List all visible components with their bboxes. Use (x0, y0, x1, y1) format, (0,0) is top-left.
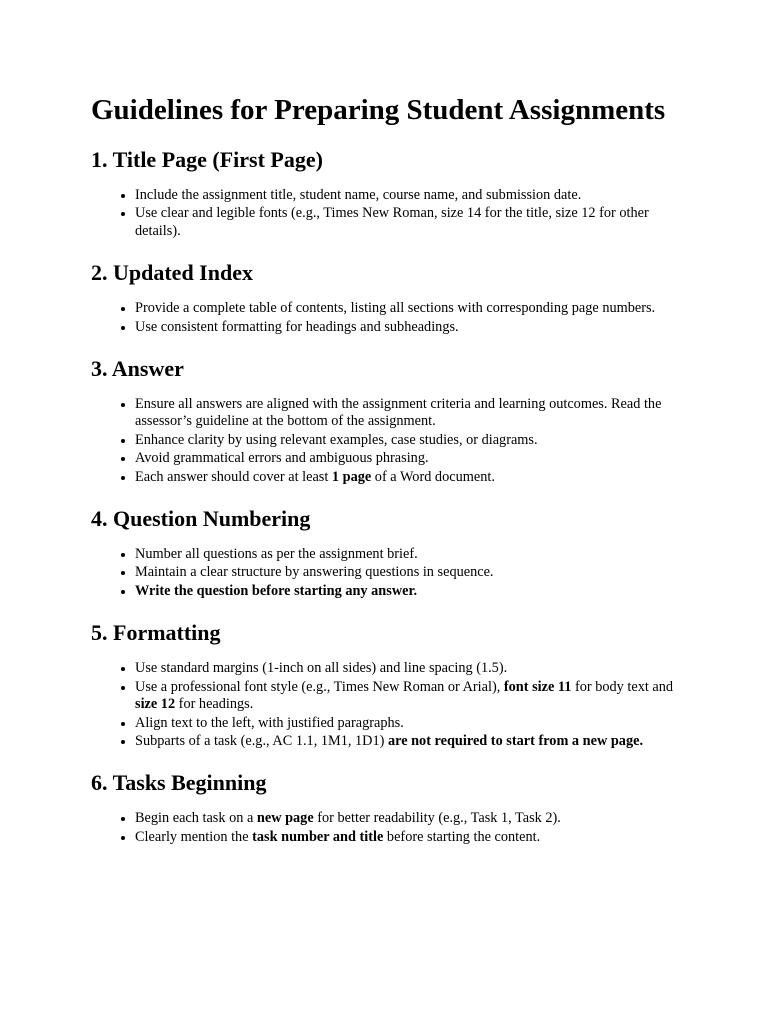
section-title-page (91, 147, 688, 240)
section-heading: 2. Updated Index (91, 260, 253, 286)
section-heading: 5. Formatting (91, 620, 221, 646)
section-answer (91, 356, 688, 486)
item-text: Maintain a clear structure by answering questions in sequence. (135, 564, 494, 581)
item-text: before starting the content. (383, 828, 541, 845)
bold-text: new page (256, 810, 314, 827)
bold-text: Write the question before starting any answer. (135, 582, 418, 599)
section-updated-index (91, 260, 688, 336)
bullet-list (91, 660, 688, 750)
item-text: Avoid grammatical errors and ambiguous phrasing. (135, 450, 429, 467)
list-item (135, 469, 688, 486)
item-text: Use a professional font style (e.g., Times New Roman or Arial), (135, 678, 504, 695)
list-item (135, 733, 688, 750)
item-text: Use clear and legible fonts (e.g., Times New Roman, size 14 for the title, size 12 for other details). (135, 205, 649, 239)
list-item (135, 660, 688, 677)
section-heading: 4. Question Numbering (91, 506, 311, 532)
list-item (135, 319, 688, 336)
bullet-list (91, 810, 688, 846)
bold-text: task number and title (252, 828, 384, 845)
list-item (135, 396, 688, 431)
list-item (135, 187, 688, 204)
list-item (135, 679, 688, 714)
item-text: for better readability (e.g., Task 1, Task 2). (313, 810, 561, 827)
bold-text: are not required to start from a new page. (387, 732, 644, 749)
item-text: for body text and (571, 678, 674, 695)
item-text: Use standard margins (1-inch on all sides) and line spacing (1.5). (135, 660, 508, 677)
bullet-list (91, 187, 688, 240)
section-question-numbering (91, 506, 688, 600)
item-text: Use consistent formatting for headings and subheadings. (135, 318, 459, 335)
document-title: Guidelines for Preparing Student Assignments (91, 94, 666, 126)
list-item (135, 715, 688, 732)
item-text: Align text to the left, with justified paragraphs. (135, 714, 404, 731)
bullet-list (91, 300, 688, 336)
bullet-list (91, 546, 688, 600)
bold-text: size 12 (135, 696, 176, 713)
list-item (135, 300, 688, 317)
item-text: Include the assignment title, student name, course name, and submission date. (135, 187, 582, 203)
item-text: Clearly mention the (135, 828, 253, 845)
list-item (135, 810, 688, 827)
list-item (135, 829, 688, 846)
item-text: of a Word document. (371, 468, 495, 485)
list-item (135, 205, 688, 240)
item-text: Ensure all answers are aligned with the assignment criteria and learning outcomes. Read the assessor’s guideline at the bottom of the assignment. (135, 396, 662, 430)
list-item (135, 432, 688, 449)
item-text: Subparts of a task (e.g., AC 1.1, 1M1, 1D1) (135, 732, 388, 749)
section-tasks-beginning (91, 770, 688, 846)
item-text: Provide a complete table of contents, listing all sections with corresponding page numbers. (135, 300, 656, 317)
list-item (135, 546, 688, 563)
item-text: Number all questions as per the assignment brief. (135, 546, 418, 563)
section-formatting (91, 620, 688, 750)
bullet-list (91, 396, 688, 486)
item-text: Enhance clarity by using relevant examples, case studies, or diagrams. (135, 431, 538, 448)
list-item (135, 450, 688, 467)
item-text: Each answer should cover at least (135, 468, 332, 485)
bold-text: 1 page (331, 468, 372, 485)
item-text: Begin each task on a (135, 810, 257, 827)
list-item (135, 564, 688, 581)
item-text: for headings. (175, 696, 254, 713)
section-heading: 1. Title Page (First Page) (91, 147, 323, 172)
section-heading: 6. Tasks Beginning (91, 770, 267, 796)
section-heading: 3. Answer (91, 356, 184, 382)
bold-text: font size 11 (503, 678, 572, 695)
list-item (135, 583, 688, 600)
